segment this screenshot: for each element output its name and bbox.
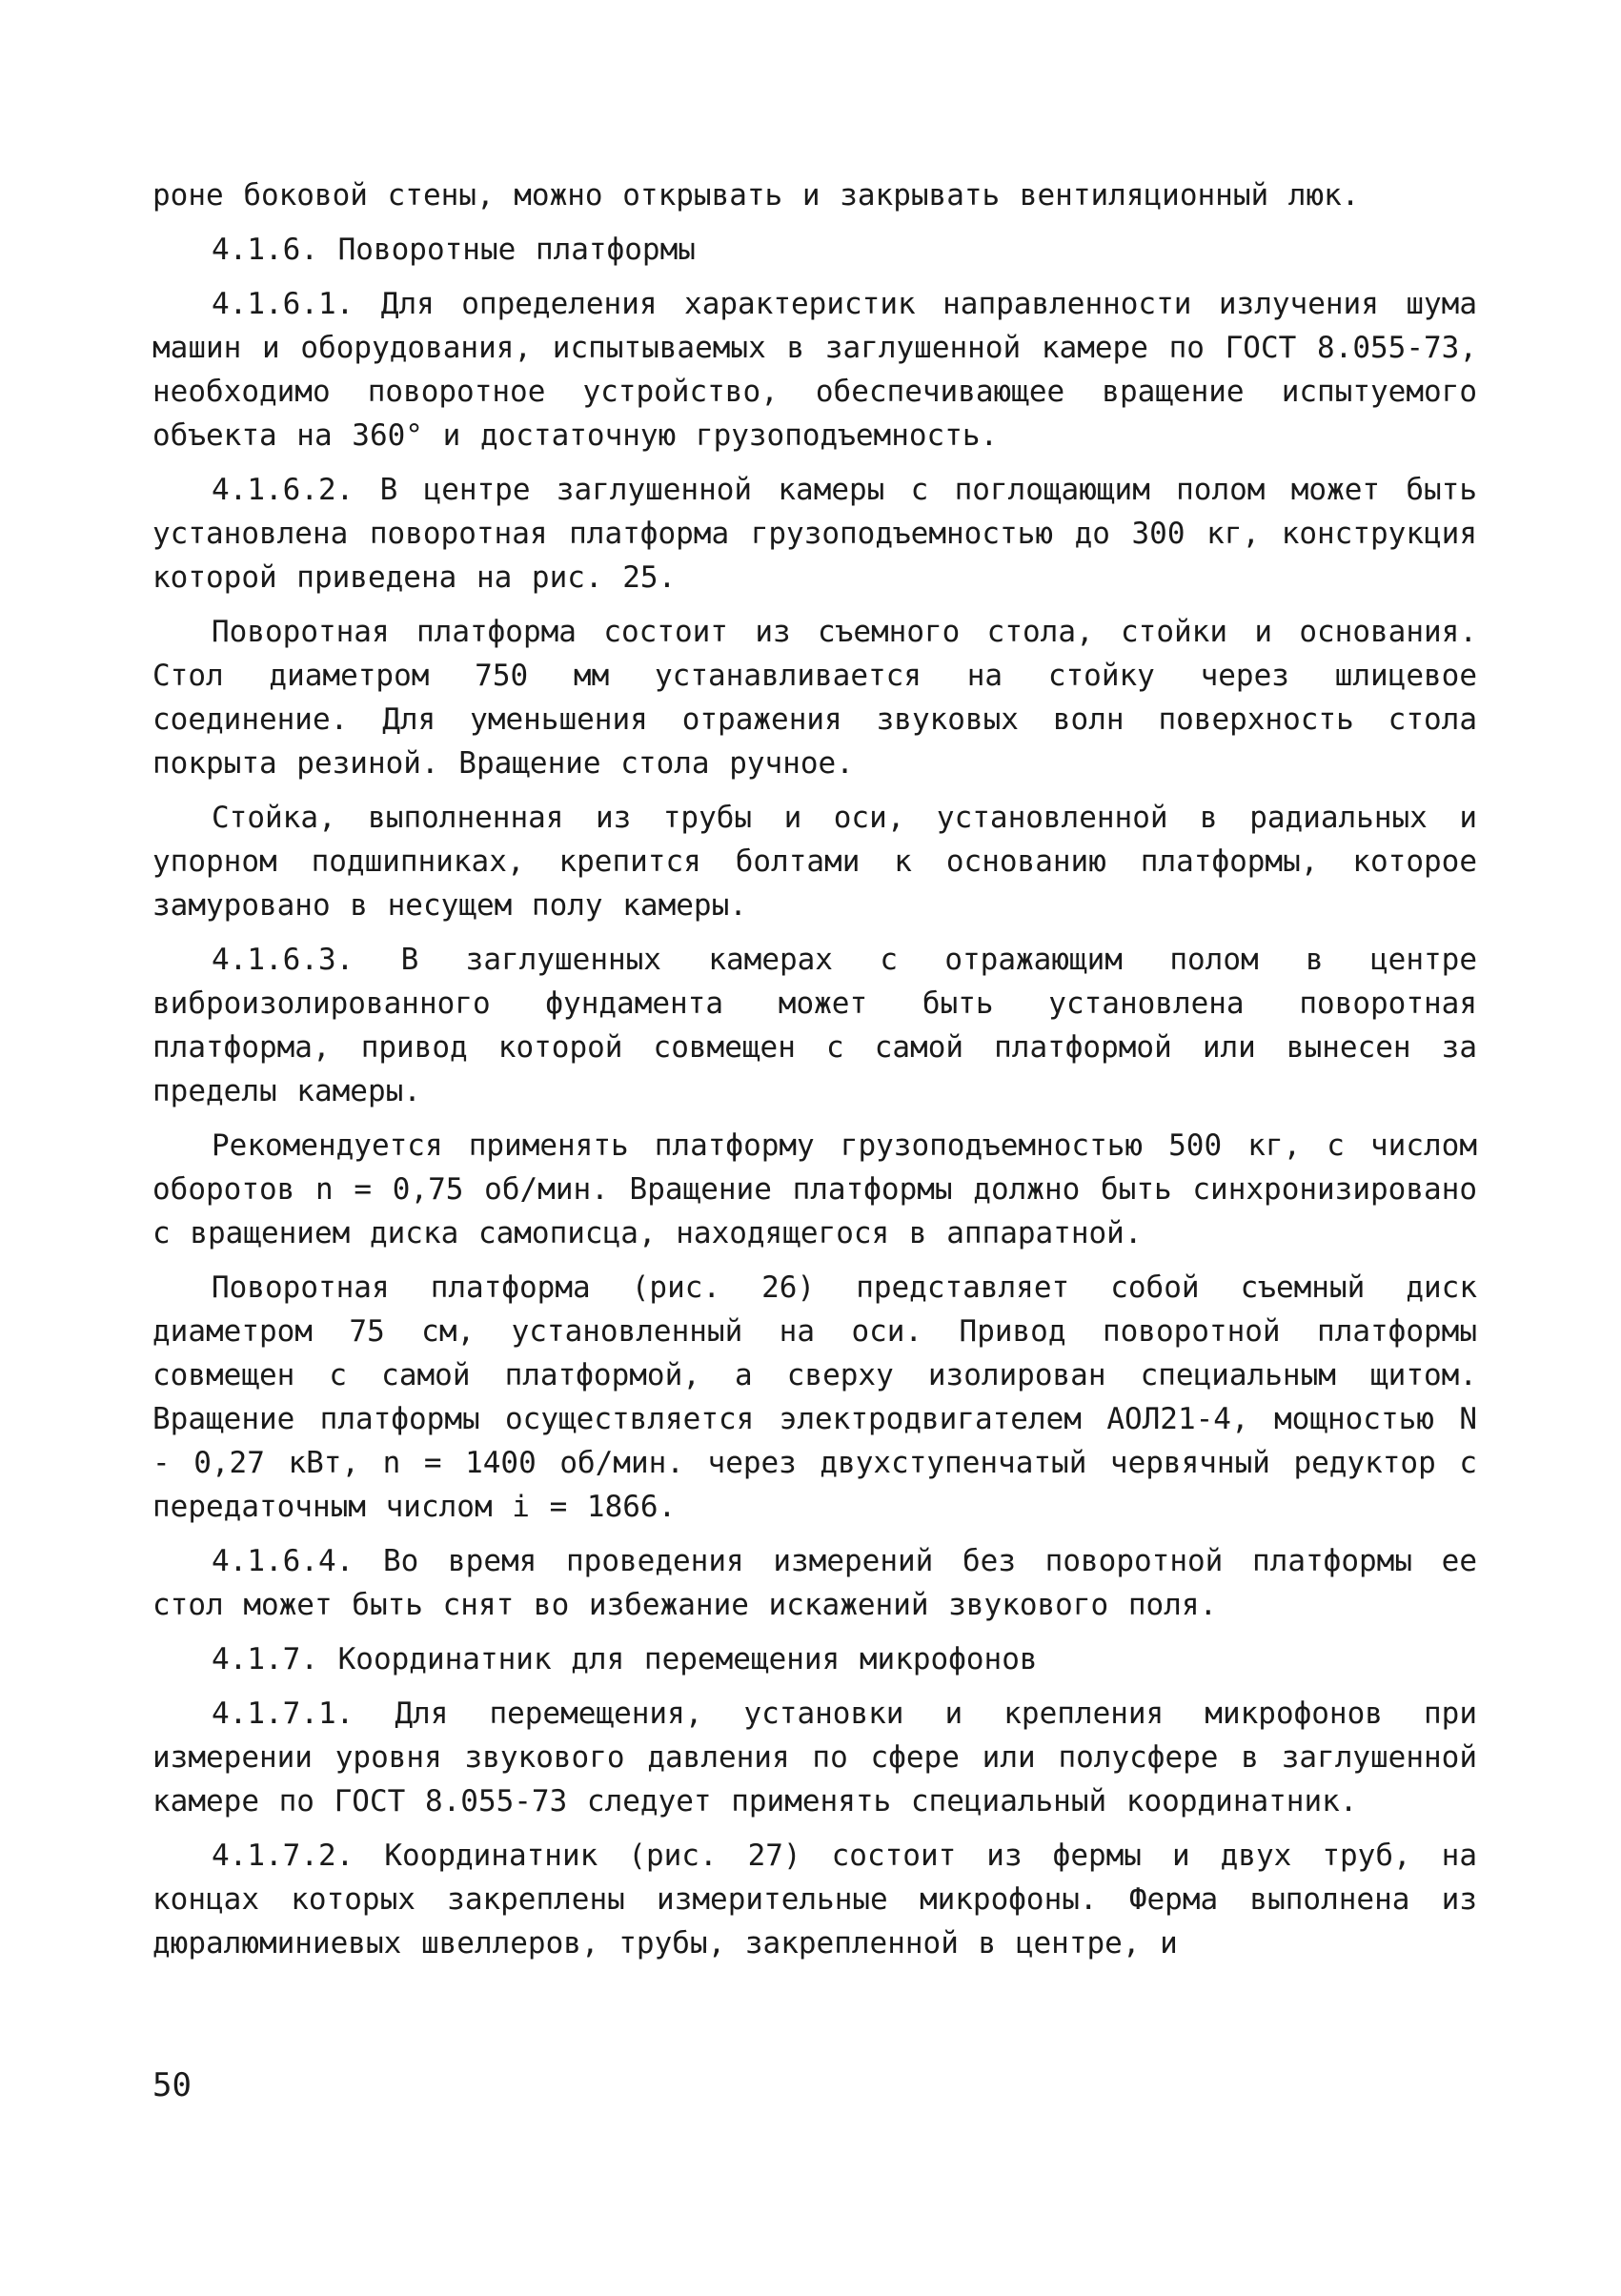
page-number: 50: [152, 2066, 192, 2104]
paragraph-4-1-6-3: 4.1.6.3. В заглушенных камерах с отражающим полом в центре виброизолированного фундамента может быть установлена поворотная платформа, привод которой совмещен с самой платформой или вынесен за пределы камеры.: [152, 943, 1477, 1108]
paragraph-4-1-6-4: 4.1.6.4. Во время проведения измерений без поворотной платформы ее стол может быть снят во избежание искажений звукового поля.: [152, 1544, 1477, 1622]
paragraph-stand-description: Стойка, выполненная из трубы и оси, установленной в радиальных и упорном подшипниках, крепится болтами к основанию платформы, которое замуровано в несущем полу камеры.: [152, 801, 1477, 923]
section-heading-rotary-platforms: 4.1.6. Поворотные платформы: [212, 233, 696, 267]
paragraph-continuation: роне боковой стены, можно открывать и закрывать вентиляционный люк.: [152, 178, 1360, 213]
paragraph-4-1-6-2: 4.1.6.2. В центре заглушенной камеры с поглощающим полом может быть установлена поворотная платформа грузоподъемностью до 300 кг, конструкция которой приведена на рис. 25.: [152, 473, 1477, 595]
paragraph-recommendation: Рекомендуется применять платформу грузоподъемностью 500 кг, с числом оборотов n = 0,75 об/мин. Вращение платформы должно быть синхронизировано с вращением диска самописца, находящегося в аппаратной.: [152, 1128, 1477, 1250]
paragraph-platform-structure: Поворотная платформа состоит из съемного стола, стойки и основания. Стол диаметром 750 мм устанавливается на стойку через шлицевое соединение. Для уменьшения отражения звуковых волн поверхность стола покрыта резиной. Вращение стола ручное.: [152, 615, 1477, 781]
paragraph-4-1-6-1: 4.1.6.1. Для определения характеристик направленности излучения шума машин и оборудования, испытываемых в заглушенной камере по ГОСТ 8.055-73, необходимо поворотное устройство, обеспечивающее вращение испытуемого объекта на 360° и достаточную грузоподъемность.: [152, 287, 1477, 453]
document-body: [152, 173, 1477, 1976]
paragraph-platform-fig26: Поворотная платформа (рис. 26) представляет собой съемный диск диаметром 75 см, установленный на оси. Привод поворотной платформы совмещен с самой платформой, а сверху изолирован специальным щитом. Вращение платформы осуществляется электродвигателем АОЛ21-4, мощностью N - 0,27 кВт, n = 1400 об/мин. через двухступенчатый червячный редуктор с передаточным числом i = 1866.: [152, 1270, 1477, 1524]
paragraph-4-1-7-1: 4.1.7.1. Для перемещения, установки и крепления микрофонов при измерении уровня звукового давления по сфере или полусфере в заглушенной камере по ГОСТ 8.055-73 следует применять специальный координатник.: [152, 1697, 1477, 1819]
section-heading-microphone-positioner: 4.1.7. Координатник для перемещения микрофонов: [212, 1642, 1038, 1676]
paragraph-4-1-7-2: 4.1.7.2. Координатник (рис. 27) состоит из фермы и двух труб, на концах которых закреплены измерительные микрофоны. Ферма выполнена из дюралюминиевых швеллеров, трубы, закрепленной в центре, и: [152, 1839, 1477, 1961]
